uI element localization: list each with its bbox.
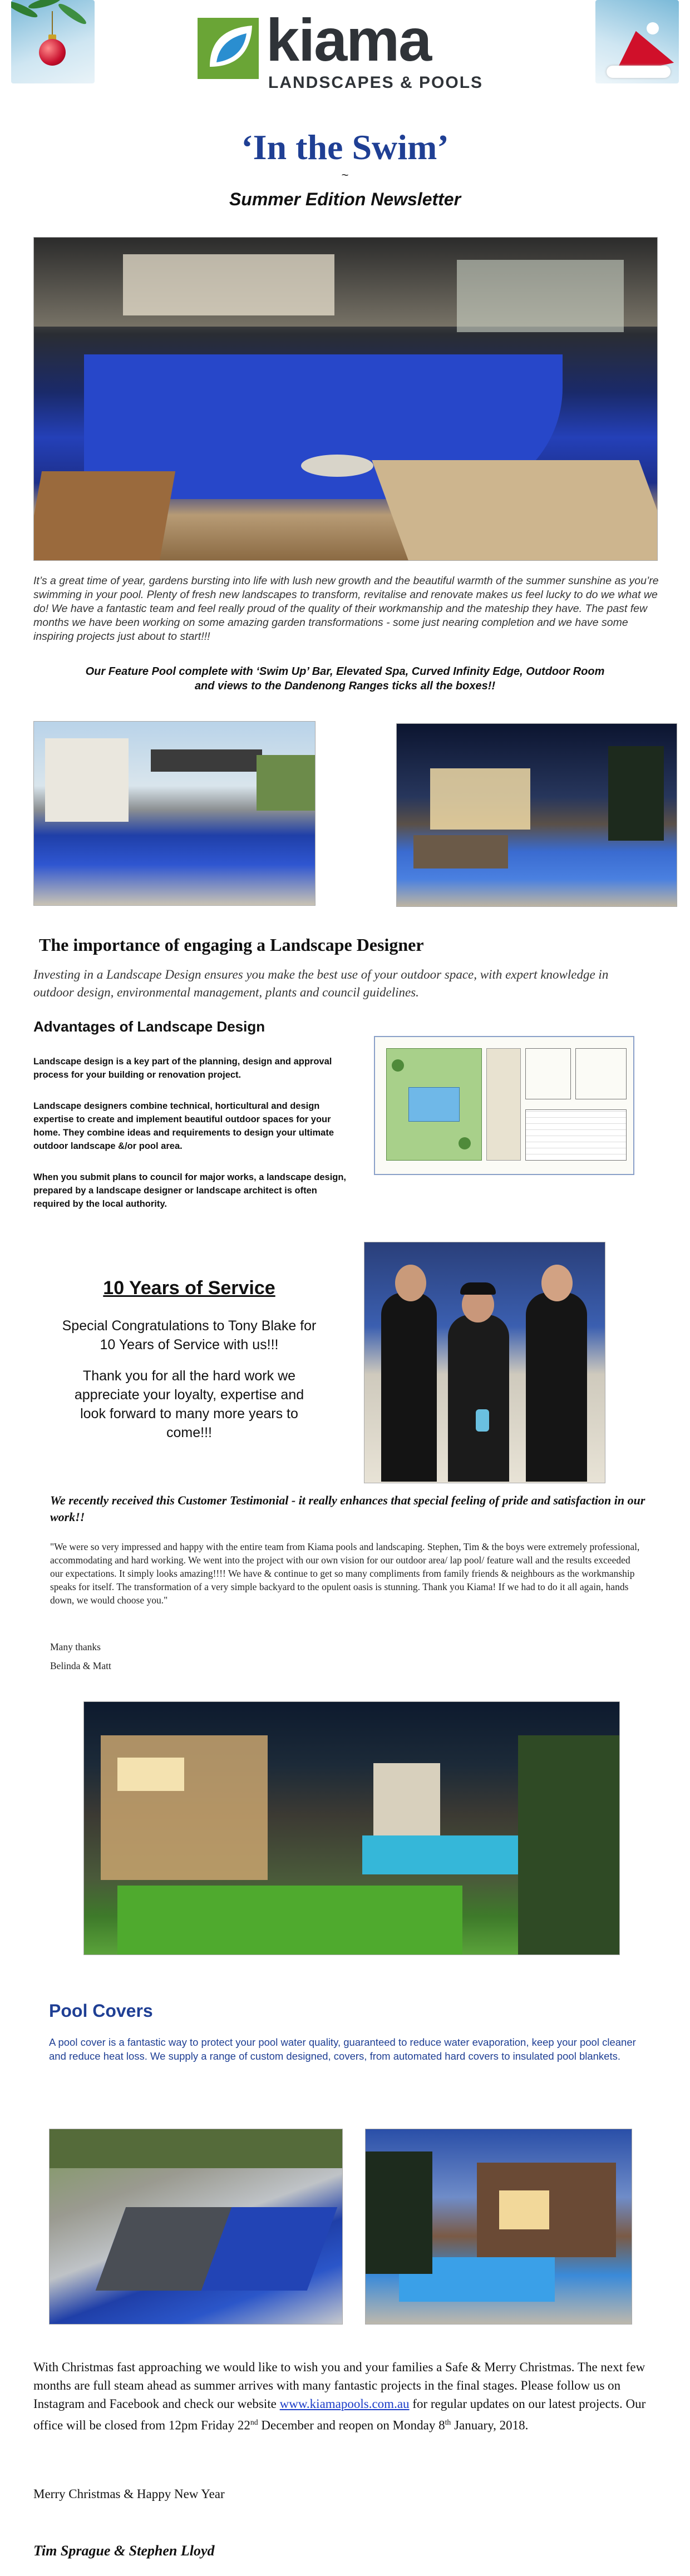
closing-text: December and reopen on Monday 8 bbox=[258, 2418, 445, 2432]
pool-covers-text: A pool cover is a fantastic way to protect your pool water quality, guaranteed to reduce water evaporation, keep your pool cleaner and reduce heat loss. We supply a range of custom designed, covers, from automated hard covers to insulated pool blankets. bbox=[49, 2036, 636, 2062]
team-photo bbox=[364, 1242, 605, 1483]
newsletter-title: ‘In the Swim’ bbox=[241, 127, 449, 167]
feature-pool-photo-right bbox=[396, 723, 677, 907]
closing-text: for regular updates on our latest projects. Our office will be closed from 12pm Friday 22 bbox=[33, 2397, 646, 2432]
feature-pool-caption bbox=[56, 664, 634, 693]
logo-subtitle: LANDSCAPES & POOLS bbox=[268, 73, 484, 92]
logo-name: kiama bbox=[266, 6, 431, 73]
testimonial-heading: We recently received this Customer Testimonial - it really enhances that special feeling of pride and satisfaction in our work!! bbox=[50, 1493, 645, 1524]
service-thanks: Thank you for all the hard work we appreciate your loyalty, expertise and look forward to many more years to come!!! bbox=[74, 1368, 304, 1440]
hero-pool-photo bbox=[33, 237, 658, 561]
landscape-designer-intro: Investing in a Landscape Design ensures you make the best use of your outdoor space, with expert knowledge in outdoor design, environmental management, plants and council guidelines. bbox=[33, 968, 609, 999]
testimonial-names: Belinda & Matt bbox=[50, 1660, 111, 1671]
advantages-heading: Advantages of Landscape Design bbox=[33, 1018, 265, 1035]
advantages-paragraph: Landscape designers combine technical, horticultural and design expertise to create and implement beautiful outdoor spaces for your home. They combine ideas and requirements to design your ultimate outdoor landscape &/or pool area. bbox=[33, 1101, 334, 1151]
landscape-designer-heading: The importance of engaging a Landscape Designer bbox=[39, 935, 424, 955]
date-suffix: th bbox=[445, 2418, 451, 2426]
feature-line-2: and views to the Dandenong Ranges ticks all the boxes!! bbox=[194, 680, 496, 692]
pool-cover-photo-left bbox=[49, 2129, 343, 2325]
landscape-plan-drawing bbox=[374, 1036, 634, 1175]
christmas-bauble-icon bbox=[11, 0, 95, 83]
closing-paragraph bbox=[33, 2358, 657, 2435]
advantages-paragraph: Landscape design is a key part of the planning, design and approval process for your building or renovation project. bbox=[33, 1057, 332, 1080]
leaf-pool-logo-icon bbox=[198, 18, 259, 79]
closing-text: With Christmas fast approaching we would like to wish you and your families a Safe & Merry Christmas. The next few months are full steam ahead as summer arrives with many fantastic projects in the final stages. Please follow us on Instagram and Facebook and check our website bbox=[33, 2360, 645, 2411]
date-suffix: nd bbox=[250, 2418, 258, 2426]
pool-covers-heading: Pool Covers bbox=[49, 2001, 153, 2021]
garden-courtyard-photo bbox=[83, 1701, 620, 1955]
title-tilde: ~ bbox=[341, 168, 349, 182]
service-heading: 10 Years of Service bbox=[103, 1277, 275, 1299]
advantages-paragraph: When you submit plans to council for major works, a landscape design, prepared by a landscape designer or landscape architect is often required by the local authority. bbox=[33, 1172, 347, 1209]
signature: Tim Sprague & Stephen Lloyd bbox=[33, 2543, 215, 2559]
intro-paragraph: It’s a great time of year, gardens bursting into life with lush new growth and the beautiful warmth of the summer sunshine as you’re swimming in your pool. Plenty of fresh new landscapes to transform, revitalise and renovate makes us feel lucky to do we what we do! We have a fantastic team and feel really proud of the quality of their workmanship and the mateship they have. The past few months we have been working on some amazing garden transformations - some just nearing completion and we have some inspiring projects just about to start!!! bbox=[33, 575, 659, 643]
feature-pool-photo-left bbox=[33, 721, 316, 906]
testimonial-quote: "We were so very impressed and happy with the entire team from Kiama pools and landscaping. Stephen, Tim & the boys were extremely professional, accommodating and hard working. We went into the project with our own vision for our outdoor area/ lap pool/ feature wall and the results exceeded our expectations. It simply looks amazing!!!! We have & continue to get so many compliments from family friends & neighbours as the workmanship speaks for itself. The transformation of a very simple backyard to the opulent oasis is stunning. Thank you Kiama! If we had to do it all again, hands down, we would choose you." bbox=[50, 1541, 640, 1606]
newsletter-subtitle: Summer Edition Newsletter bbox=[229, 189, 461, 209]
testimonial-signoff: Many thanks bbox=[50, 1641, 101, 1652]
service-congratulations: Special Congratulations to Tony Blake for 10 Years of Service with us!!! bbox=[62, 1318, 317, 1353]
feature-line-1: Our Feature Pool complete with ‘Swim Up’ Bar, Elevated Spa, Curved Infinity Edge, Outdoor Room bbox=[85, 665, 605, 678]
pool-cover-photo-right bbox=[365, 2129, 632, 2325]
website-link[interactable]: www.kiamapools.com.au bbox=[279, 2397, 410, 2411]
santa-hat-icon bbox=[595, 0, 679, 83]
closing-text: January, 2018. bbox=[451, 2418, 529, 2432]
season-greeting: Merry Christmas & Happy New Year bbox=[33, 2487, 225, 2501]
